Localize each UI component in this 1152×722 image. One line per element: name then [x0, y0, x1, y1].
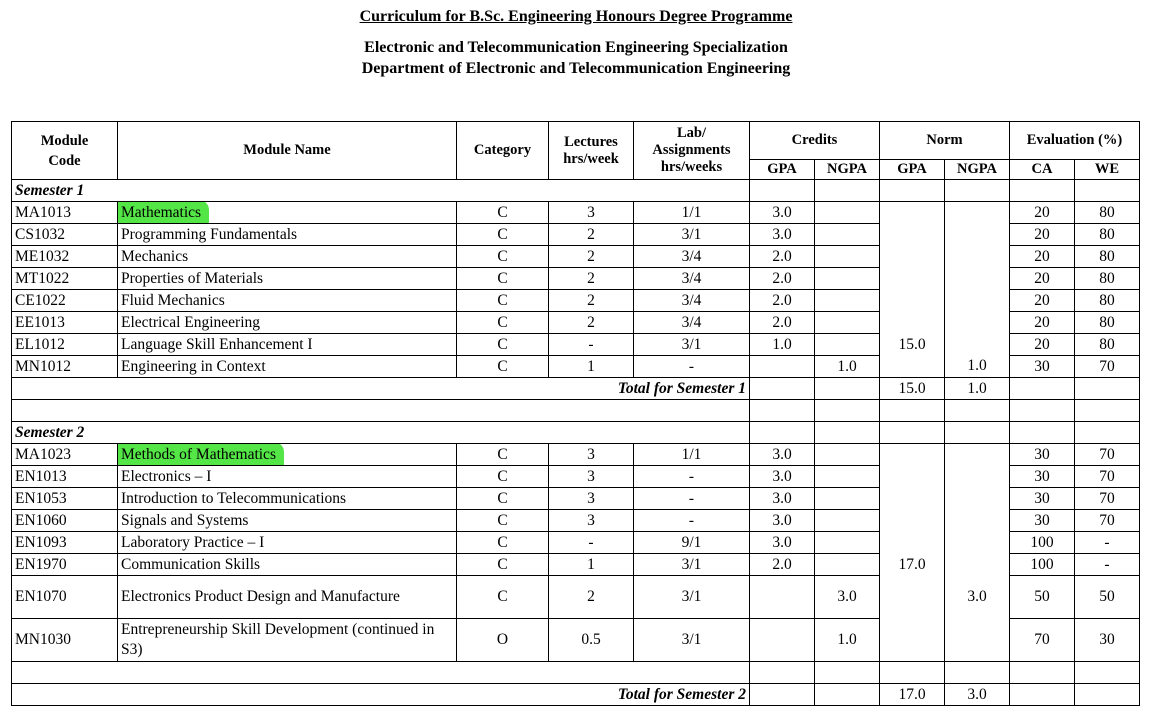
- eval-we: 70: [1075, 488, 1140, 510]
- eval-we: 80: [1075, 224, 1140, 246]
- norm-ngpa: [945, 268, 1010, 290]
- module-code: EL1012: [12, 334, 118, 356]
- module-name-text: Communication Skills: [121, 555, 261, 573]
- module-code: CS1032: [12, 224, 118, 246]
- norm-ngpa: [945, 510, 1010, 532]
- col-module-code: Module Code: [12, 122, 118, 180]
- col-lectures: Lectures hrs/week: [549, 122, 634, 180]
- credits-ngpa: [815, 290, 880, 312]
- eval-we: 70: [1075, 510, 1140, 532]
- spacer-cell: [12, 400, 750, 422]
- empty-cell: [750, 180, 815, 202]
- semester-label-row: [12, 422, 1140, 444]
- spacer-cell: [1010, 400, 1075, 422]
- eval-ca: 20: [1010, 224, 1075, 246]
- empty-cell: [815, 378, 880, 400]
- credits-gpa: 3.0: [750, 488, 815, 510]
- empty-cell: [945, 422, 1010, 444]
- eval-ca: 30: [1010, 510, 1075, 532]
- lab-assignments: 9/1: [634, 532, 750, 554]
- module-code: EN1060: [12, 510, 118, 532]
- empty-cell: [750, 378, 815, 400]
- empty-cell: [750, 422, 815, 444]
- department-subtitle: Department of Electronic and Telecommunication Engineering: [361, 60, 791, 77]
- module-code: MN1030: [12, 619, 118, 662]
- eval-ca: 20: [1010, 290, 1075, 312]
- credits-gpa: 3.0: [750, 202, 815, 224]
- norm-gpa: [880, 488, 945, 510]
- total-norm-gpa: 17.0: [880, 684, 945, 706]
- eval-we: 50: [1075, 576, 1140, 619]
- module-name-text: Mechanics: [121, 247, 189, 265]
- empty-cell: [880, 422, 945, 444]
- eval-we: 80: [1075, 268, 1140, 290]
- norm-ngpa: [945, 619, 1010, 662]
- module-row: [12, 312, 1140, 334]
- spacer-cell: [1075, 400, 1140, 422]
- credits-gpa: [750, 576, 815, 619]
- eval-we: 30: [1075, 619, 1140, 662]
- eval-ca: 30: [1010, 488, 1075, 510]
- lectures: 2: [549, 268, 634, 290]
- category: C: [457, 488, 549, 510]
- semester-label: Semester 1: [12, 180, 750, 202]
- empty-cell: [1010, 684, 1075, 706]
- lab-assignments: 3/4: [634, 268, 750, 290]
- semester-total-row: [12, 378, 1140, 400]
- module-code: MA1013: [12, 202, 118, 224]
- module-code: EN1970: [12, 554, 118, 576]
- norm-ngpa: [945, 224, 1010, 246]
- norm-gpa: [880, 246, 945, 268]
- module-row: [12, 532, 1140, 554]
- module-name: [118, 576, 457, 619]
- col-norm-gpa: GPA: [880, 160, 945, 180]
- module-name-text: Laboratory Practice – I: [121, 533, 265, 551]
- spacer-cell: [880, 662, 945, 684]
- col-evaluation: Evaluation (%): [1010, 122, 1140, 160]
- module-name: [118, 290, 457, 312]
- module-row: [12, 224, 1140, 246]
- empty-cell: [1075, 684, 1140, 706]
- module-name-text: Language Skill Enhancement I: [121, 335, 313, 353]
- credits-ngpa: 1.0: [815, 356, 880, 378]
- lectures: 2: [549, 576, 634, 619]
- module-code: EN1053: [12, 488, 118, 510]
- lab-assignments: 1/1: [634, 202, 750, 224]
- module-name-text: Signals and Systems: [121, 511, 249, 529]
- lectures: -: [549, 334, 634, 356]
- module-code: EN1013: [12, 466, 118, 488]
- module-name: [118, 356, 457, 378]
- module-code: MT1022: [12, 268, 118, 290]
- module-name-text: Engineering in Context: [121, 357, 266, 375]
- credits-gpa: 3.0: [750, 224, 815, 246]
- lab-assignments: 3/4: [634, 312, 750, 334]
- module-name-text: Introduction to Telecommunications: [121, 489, 347, 507]
- lectures: 3: [549, 466, 634, 488]
- empty-cell: [945, 180, 1010, 202]
- credits-ngpa: [815, 554, 880, 576]
- norm-ngpa: 1.0: [945, 356, 1010, 378]
- category: C: [457, 246, 549, 268]
- lectures: 3: [549, 444, 634, 466]
- lectures: 1: [549, 356, 634, 378]
- norm-ngpa: [945, 444, 1010, 466]
- credits-ngpa: 1.0: [815, 619, 880, 662]
- spacer-cell: [945, 400, 1010, 422]
- credits-gpa: 2.0: [750, 290, 815, 312]
- semester-label-row: [12, 180, 1140, 202]
- module-code: CE1022: [12, 290, 118, 312]
- credits-gpa: 2.0: [750, 246, 815, 268]
- module-row: [12, 290, 1140, 312]
- module-name: [118, 532, 457, 554]
- eval-we: -: [1075, 532, 1140, 554]
- empty-cell: [815, 180, 880, 202]
- norm-ngpa: [945, 466, 1010, 488]
- module-name: [118, 202, 457, 224]
- total-norm-gpa: 15.0: [880, 378, 945, 400]
- category: C: [457, 268, 549, 290]
- norm-ngpa: 3.0: [945, 576, 1010, 619]
- module-name-text: Properties of Materials: [121, 269, 264, 287]
- module-row: [12, 202, 1140, 224]
- empty-cell: [1075, 180, 1140, 202]
- eval-we: 80: [1075, 246, 1140, 268]
- credits-gpa: 3.0: [750, 466, 815, 488]
- spacer-cell: [880, 400, 945, 422]
- col-lab: Lab/ Assignments hrs/weeks: [634, 122, 750, 180]
- module-row: [12, 246, 1140, 268]
- semester-total-row: [12, 684, 1140, 706]
- credits-ngpa: [815, 224, 880, 246]
- spacer-cell: [1075, 662, 1140, 684]
- credits-gpa: 3.0: [750, 532, 815, 554]
- module-code: MN1012: [12, 356, 118, 378]
- category: C: [457, 444, 549, 466]
- module-row: [12, 444, 1140, 466]
- module-row: [12, 510, 1140, 532]
- spacer-row: [12, 662, 1140, 684]
- spacer-cell: [750, 400, 815, 422]
- eval-we: 70: [1075, 356, 1140, 378]
- norm-ngpa: [945, 290, 1010, 312]
- eval-ca: 30: [1010, 444, 1075, 466]
- col-credits-ngpa: NGPA: [815, 160, 880, 180]
- norm-gpa: 15.0: [880, 334, 945, 356]
- eval-we: 80: [1075, 334, 1140, 356]
- norm-ngpa: [945, 334, 1010, 356]
- category: C: [457, 290, 549, 312]
- category: C: [457, 466, 549, 488]
- empty-cell: [750, 684, 815, 706]
- col-norm-ngpa: NGPA: [945, 160, 1010, 180]
- credits-ngpa: [815, 488, 880, 510]
- empty-cell: [1075, 378, 1140, 400]
- category: C: [457, 356, 549, 378]
- empty-cell: [1075, 422, 1140, 444]
- credits-gpa: [750, 619, 815, 662]
- module-name-text: Fluid Mechanics: [121, 291, 225, 309]
- eval-ca: 20: [1010, 202, 1075, 224]
- document-title: Curriculum for B.Sc. Engineering Honours Degree Programme: [359, 8, 793, 25]
- credits-gpa: 1.0: [750, 334, 815, 356]
- lab-assignments: -: [634, 356, 750, 378]
- lab-assignments: 1/1: [634, 444, 750, 466]
- credits-ngpa: [815, 510, 880, 532]
- category: C: [457, 510, 549, 532]
- empty-cell: [815, 684, 880, 706]
- lectures: 3: [549, 510, 634, 532]
- module-name: [118, 334, 457, 356]
- norm-gpa: [880, 466, 945, 488]
- credits-gpa: 2.0: [750, 554, 815, 576]
- lectures: 2: [549, 224, 634, 246]
- credits-ngpa: 3.0: [815, 576, 880, 619]
- module-name: [118, 619, 457, 662]
- norm-gpa: [880, 444, 945, 466]
- eval-we: -: [1075, 554, 1140, 576]
- module-name: [118, 312, 457, 334]
- norm-gpa: 17.0: [880, 554, 945, 576]
- lab-assignments: 3/1: [634, 576, 750, 619]
- category: C: [457, 334, 549, 356]
- norm-gpa: [880, 532, 945, 554]
- credits-gpa: 2.0: [750, 312, 815, 334]
- eval-ca: 100: [1010, 532, 1075, 554]
- norm-gpa: [880, 290, 945, 312]
- module-name-text: Methods of Mathematics: [121, 445, 276, 463]
- curriculum-table: [11, 121, 1140, 706]
- norm-ngpa: [945, 554, 1010, 576]
- spacer-cell: [12, 662, 750, 684]
- lectures: 3: [549, 202, 634, 224]
- eval-ca: 30: [1010, 466, 1075, 488]
- eval-ca: 20: [1010, 334, 1075, 356]
- lectures: 0.5: [549, 619, 634, 662]
- empty-cell: [1010, 378, 1075, 400]
- module-name: [118, 510, 457, 532]
- module-name-text: Electrical Engineering: [121, 313, 261, 331]
- credits-ngpa: [815, 532, 880, 554]
- eval-ca: 70: [1010, 619, 1075, 662]
- total-norm-ngpa: 1.0: [945, 378, 1010, 400]
- empty-cell: [1010, 422, 1075, 444]
- credits-ngpa: [815, 334, 880, 356]
- module-name-text: Programming Fundamentals: [121, 225, 298, 243]
- credits-ngpa: [815, 202, 880, 224]
- col-eval-ca: CA: [1010, 160, 1075, 180]
- module-name: [118, 268, 457, 290]
- norm-gpa: [880, 356, 945, 378]
- lab-assignments: 3/4: [634, 290, 750, 312]
- module-code: MA1023: [12, 444, 118, 466]
- norm-gpa: [880, 202, 945, 224]
- module-row: [12, 356, 1140, 378]
- semester-total-label: Total for Semester 1: [12, 378, 750, 400]
- eval-we: 80: [1075, 312, 1140, 334]
- eval-we: 70: [1075, 444, 1140, 466]
- credits-ngpa: [815, 466, 880, 488]
- credits-ngpa: [815, 246, 880, 268]
- category: C: [457, 202, 549, 224]
- credits-gpa: 2.0: [750, 268, 815, 290]
- lectures: 2: [549, 312, 634, 334]
- credits-ngpa: [815, 268, 880, 290]
- module-row: [12, 488, 1140, 510]
- norm-gpa: [880, 619, 945, 662]
- spacer-cell: [945, 662, 1010, 684]
- module-name: [118, 444, 457, 466]
- col-credits: Credits: [750, 122, 880, 160]
- specialization-subtitle: Electronic and Telecommunication Engineering Specialization: [364, 39, 788, 56]
- norm-gpa: [880, 576, 945, 619]
- spacer-cell: [815, 400, 880, 422]
- col-eval-we: WE: [1075, 160, 1140, 180]
- category: C: [457, 554, 549, 576]
- spacer-cell: [815, 662, 880, 684]
- eval-ca: 20: [1010, 246, 1075, 268]
- lectures: -: [549, 532, 634, 554]
- norm-ngpa: [945, 312, 1010, 334]
- col-module-name: Module Name: [118, 122, 457, 180]
- eval-ca: 20: [1010, 312, 1075, 334]
- module-row: [12, 268, 1140, 290]
- semester-label: Semester 2: [12, 422, 750, 444]
- norm-gpa: [880, 224, 945, 246]
- module-name: [118, 488, 457, 510]
- norm-ngpa: [945, 532, 1010, 554]
- lab-assignments: 3/1: [634, 554, 750, 576]
- module-row: [12, 554, 1140, 576]
- credits-ngpa: [815, 444, 880, 466]
- category: C: [457, 576, 549, 619]
- lab-assignments: -: [634, 466, 750, 488]
- module-name-text: Electronics Product Design and Manufacture: [121, 588, 400, 605]
- empty-cell: [1010, 180, 1075, 202]
- total-norm-ngpa: 3.0: [945, 684, 1010, 706]
- module-code: EN1070: [12, 576, 118, 619]
- col-norm: Norm: [880, 122, 1010, 160]
- module-code: EE1013: [12, 312, 118, 334]
- norm-gpa: [880, 510, 945, 532]
- lab-assignments: -: [634, 510, 750, 532]
- module-name-text: Mathematics: [121, 203, 202, 221]
- eval-we: 80: [1075, 290, 1140, 312]
- semester-total-label: Total for Semester 2: [12, 684, 750, 706]
- empty-cell: [815, 422, 880, 444]
- credits-ngpa: [815, 312, 880, 334]
- norm-ngpa: [945, 202, 1010, 224]
- category: C: [457, 532, 549, 554]
- module-name-text: Electronics – I: [121, 467, 212, 485]
- lab-assignments: -: [634, 488, 750, 510]
- eval-ca: 20: [1010, 268, 1075, 290]
- eval-we: 70: [1075, 466, 1140, 488]
- module-code: ME1032: [12, 246, 118, 268]
- category: C: [457, 312, 549, 334]
- module-name: [118, 246, 457, 268]
- lab-assignments: 3/1: [634, 334, 750, 356]
- category: O: [457, 619, 549, 662]
- module-name: [118, 554, 457, 576]
- norm-gpa: [880, 312, 945, 334]
- module-name-text: Entrepreneurship Skill Development (continued in S3): [121, 621, 435, 658]
- module-row: [12, 334, 1140, 356]
- lectures: 2: [549, 290, 634, 312]
- empty-cell: [880, 180, 945, 202]
- lab-assignments: 3/1: [634, 224, 750, 246]
- col-credits-gpa: GPA: [750, 160, 815, 180]
- norm-ngpa: [945, 488, 1010, 510]
- spacer-row: [12, 400, 1140, 422]
- module-name: [118, 224, 457, 246]
- col-category: Category: [457, 122, 549, 180]
- credits-gpa: 3.0: [750, 444, 815, 466]
- module-row: [12, 619, 1140, 662]
- lectures: 1: [549, 554, 634, 576]
- lectures: 2: [549, 246, 634, 268]
- module-row: [12, 466, 1140, 488]
- credits-gpa: [750, 356, 815, 378]
- category: C: [457, 224, 549, 246]
- norm-gpa: [880, 268, 945, 290]
- lab-assignments: 3/4: [634, 246, 750, 268]
- module-name: [118, 466, 457, 488]
- module-code: EN1093: [12, 532, 118, 554]
- module-row: [12, 576, 1140, 619]
- spacer-cell: [1010, 662, 1075, 684]
- eval-ca: 50: [1010, 576, 1075, 619]
- eval-ca: 100: [1010, 554, 1075, 576]
- eval-ca: 30: [1010, 356, 1075, 378]
- lectures: 3: [549, 488, 634, 510]
- spacer-cell: [750, 662, 815, 684]
- eval-we: 80: [1075, 202, 1140, 224]
- credits-gpa: 3.0: [750, 510, 815, 532]
- norm-ngpa: [945, 246, 1010, 268]
- lab-assignments: 3/1: [634, 619, 750, 662]
